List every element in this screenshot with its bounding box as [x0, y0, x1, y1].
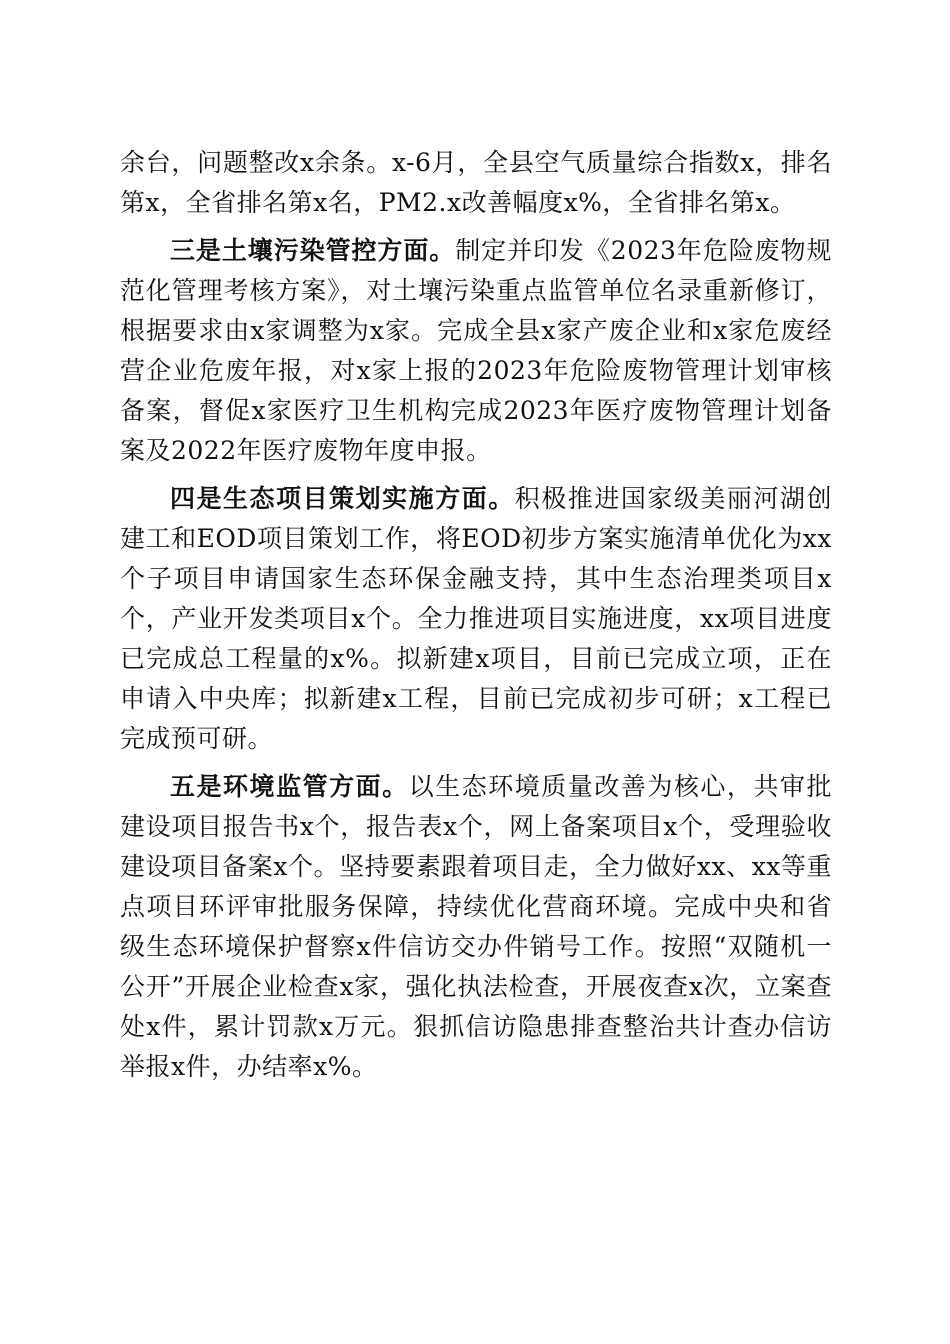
paragraph-text: 制定并印发《2023年危险废物规范化管理考核方案》，对土壤污染重点监管单位名录重新修订，根据要求由x家调整为x家。完成全县x家产废企业和x家危废经营企业危废年报，对x家上报的2023年危险废物管理计划审核备案，督促x家医疗卫生机构完成2023年医疗废物管理计划备案及2022年医疗废物年度申报。: [120, 236, 832, 465]
paragraph-heading: 四是生态项目策划实施方面。: [170, 484, 515, 513]
paragraph-text: 以生态环境质量改善为核心，共审批建设项目报告书x个，报告表x个，网上备案项目x个，受理验收建设项目备案x个。坚持要素跟着项目走，全力做好xx、xx等重点项目环评审批服务保障，持续优化营商环境。完成中央和省级生态环境保护督察x件信访交办件销号工作。按照“双随机一公开”开展企业检查x家，强化执法检查，开展夜查x次，立案查处x件，累计罚款x万元。狠抓信访隐患排查整治共计查办信访举报x件，办结率x%。: [120, 772, 832, 1081]
paragraph-text: 积极推进国家级美丽河湖创建工和EOD项目策划工作，将EOD初步方案实施清单优化为xx个子项目申请国家生态环保金融支持，其中生态治理类项目x个，产业开发类项目x个。全力推进项目实施进度，xx项目进度已完成总工程量的x%。拟新建x项目，目前已完成立项，正在申请入中央库；拟新建x工程，目前已完成初步可研；x工程已完成预可研。: [120, 484, 832, 753]
paragraph-heading: 三是土壤污染管控方面。: [170, 236, 456, 265]
paragraph-eco-projects: [120, 479, 832, 759]
paragraph-air-quality-continued: [120, 143, 832, 223]
paragraph-text: 余台，问题整改x余条。x-6月，全县空气质量综合指数x，排名第x，全省排名第x名，PM2.x改善幅度x%，全省排名第x。: [120, 148, 832, 217]
document-body: [120, 143, 832, 1087]
paragraph-heading: 五是环境监管方面。: [170, 772, 409, 801]
paragraph-soil-pollution: [120, 231, 832, 471]
paragraph-environmental-supervision: [120, 767, 832, 1087]
